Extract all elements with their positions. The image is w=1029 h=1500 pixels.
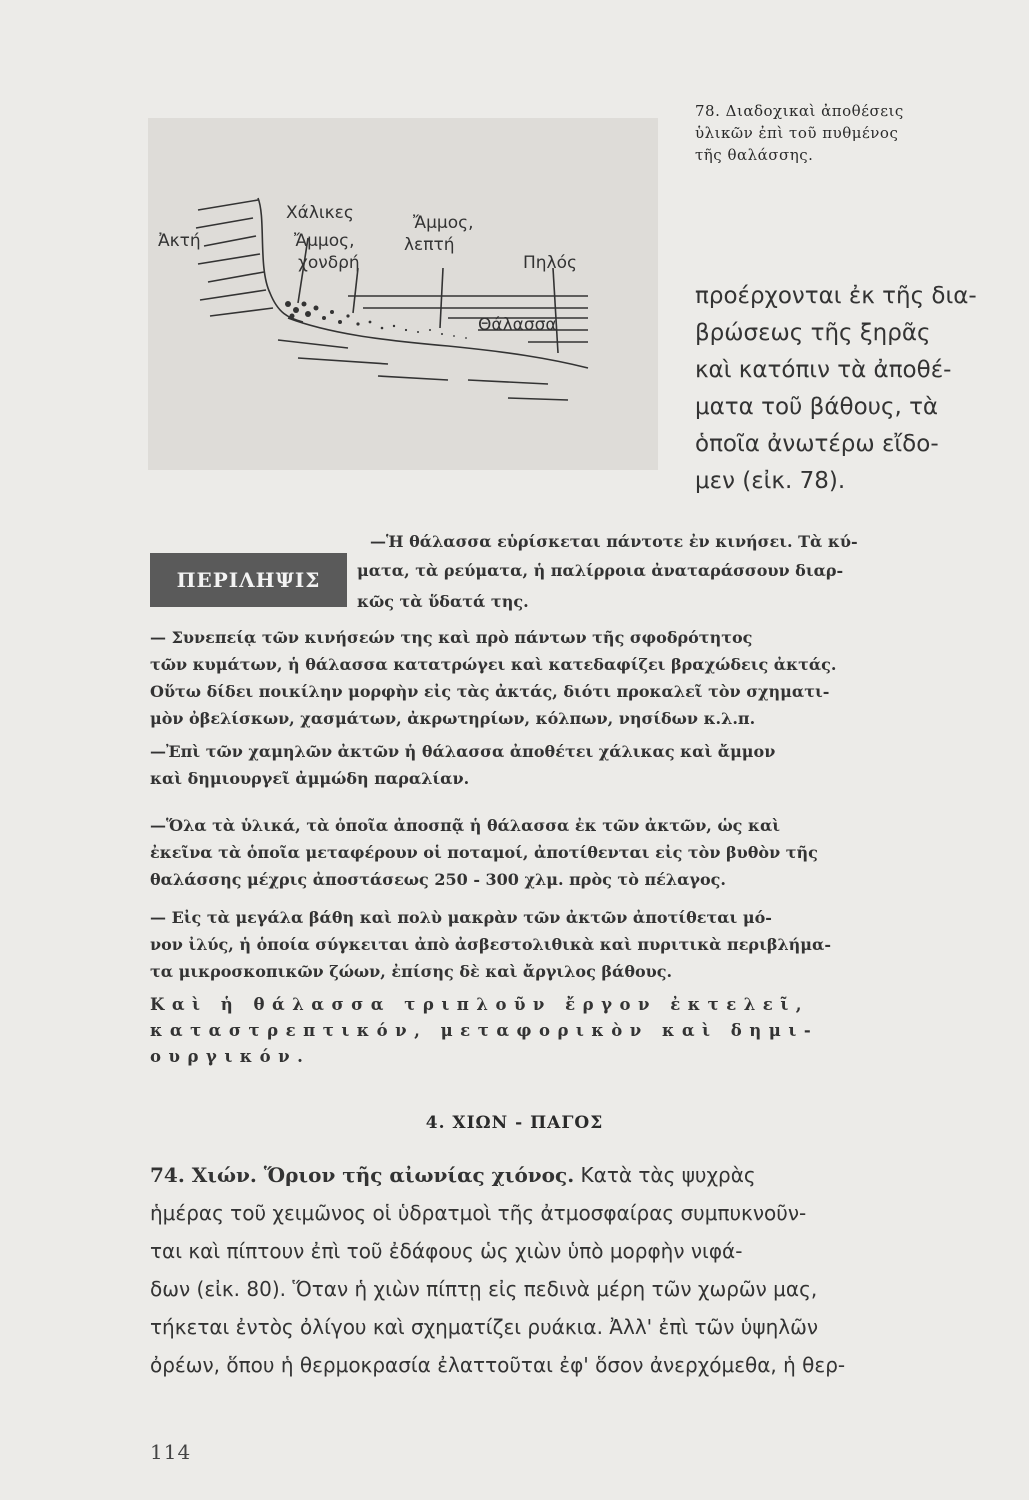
page-number: 114 [150, 1440, 192, 1464]
paragraph-low-coasts: —Ἐπὶ τῶν χαμηλῶν ἀκτῶν ἡ θάλασσα ἀποθέτει χάλικας καὶ ἄμμον καὶ δημιουργεῖ ἀμμώδη παραλίαν. [150, 742, 776, 788]
label-ammos-lepti-2: λεπτή [404, 235, 455, 255]
summary-line-3: κῶς τὰ ὕδατά της. [357, 592, 529, 611]
summary-line-1: —Ἡ θάλασσα εὑρίσκεται πάντοτε ἐν κινήσει. Τὰ κύ- [370, 532, 858, 551]
label-thalassa: Θάλασσα [478, 315, 557, 335]
figure-78-diagram [148, 118, 658, 470]
paragraph-depths: — Εἰς τὰ μεγάλα βάθη καὶ πολὺ μακρὰν τῶν ἀκτῶν ἀποτίθεται μό- νον ἰλύς, ἡ ὁποία σύγκειται ἀπὸ ἀσβεστολιθικὰ καὶ πυριτικὰ περιβλήμα- τα μικροσκοπικῶν ζώων, ἐπίσης δὲ καὶ ἄργιλος βάθους. [150, 908, 831, 981]
label-chalikes: Χάλικες [286, 203, 354, 223]
section-title: 4. ΧΙΩΝ - ΠΑΓΟΣ [425, 1113, 604, 1133]
emphasis-block: Καὶ ἡ θάλασσα τριπλοῦν ἔργον ἐκτελεῖ, καταστρεπτικόν, μεταφορικὸν καὶ δημι- ουργικόν. [150, 995, 819, 1066]
label-ammos-lepti-1: Ἄμμος, [413, 213, 474, 233]
label-ammos-chondri-1: Ἄμμος, [294, 231, 355, 251]
paragraph-materials: —Ὅλα τὰ ὑλικά, τὰ ὁποῖα ἀποσπᾷ ἡ θάλασσα ἐκ τῶν ἀκτῶν, ὡς καὶ ἐκεῖνα τὰ ὁποῖα μεταφέρουν οἱ ποταμοί, ἀποτίθενται εἰς τὸν βυθὸν τῆς θαλάσσης μέχρις ἀποστάσεως 250 - 300 χλμ. πρὸς τὸ πέλαγος. [150, 816, 818, 889]
label-akti: Ἀκτή [158, 231, 201, 251]
paragraph-erosion: — Συνεπείᾳ τῶν κινήσεών της καὶ πρὸ πάντων τῆς σφοδρότητος τῶν κυμάτων, ἡ θάλασσα κατατρώγει καὶ κατεδαφίζει βραχώδεις ἀκτάς. Οὕτω δίδει ποικίλην μορφὴν εἰς τὰς ἀκτάς, διότι προκαλεῖ τὸν σχηματι- μὸν ὀβελίσκων, χασμάτων, ἀκρωτηρίων, κόλπων, νησίδων κ.λ.π. [150, 628, 837, 728]
summary-badge: ΠΕΡΙΛΗΨΙΣ [150, 553, 347, 607]
section-lead: 74. Χιών. Ὅριον τῆς αἰωνίας χιόνος. [150, 1163, 575, 1187]
coastal-deposits-drawing [148, 118, 658, 470]
summary-line-2: ματα, τὰ ρεύματα, ἡ παλίρροια ἀναταράσσουν διαρ- [357, 561, 844, 580]
figure-caption: 78. Διαδοχικαὶ ἀποθέσεις ὑλικῶν ἐπὶ τοῦ πυθμένος τῆς θαλάσσης. [695, 102, 904, 164]
section-body: 74. Χιών. Ὅριον τῆς αἰωνίας χιόνος. Κατὰ τὰς ψυχρὰς ἡμέρας τοῦ χειμῶνος οἱ ὑδρατμοὶ τῆς ἀτμοσφαίρας συμπυκνοῦν- ται καὶ πίπτουν ἐπὶ τοῦ ἐδάφους ὡς χιὼν ὑπὸ μορφὴν νιφά- δων (εἰκ. 80). Ὅταν ἡ χιὼν πίπτῃ εἰς πεδινὰ μέρη τῶν χωρῶν μας, τήκεται ἐντὸς ὀλίγου καὶ σχηματίζει ρυάκια. Ἀλλ' ἐπὶ τῶν ὑψηλῶν ὀρέων, ὅπου ἡ θερμοκρασία ἐλαττοῦται ἐφ' ὅσον ἀνερχόμεθα, ἡ θερ- [150, 1163, 846, 1377]
label-pilos: Πηλός [523, 253, 577, 273]
side-paragraph: προέρχονται ἐκ τῆς δια- βρώσεως τῆς ξηρᾶς καὶ κατόπιν τὰ ἀποθέ- ματα τοῦ βάθους, τὰ ὁποῖα ἀνωτέρω εἴδο- μεν (εἰκ. 78). [695, 283, 977, 494]
label-ammos-chondri-2: χονδρή [298, 253, 360, 273]
